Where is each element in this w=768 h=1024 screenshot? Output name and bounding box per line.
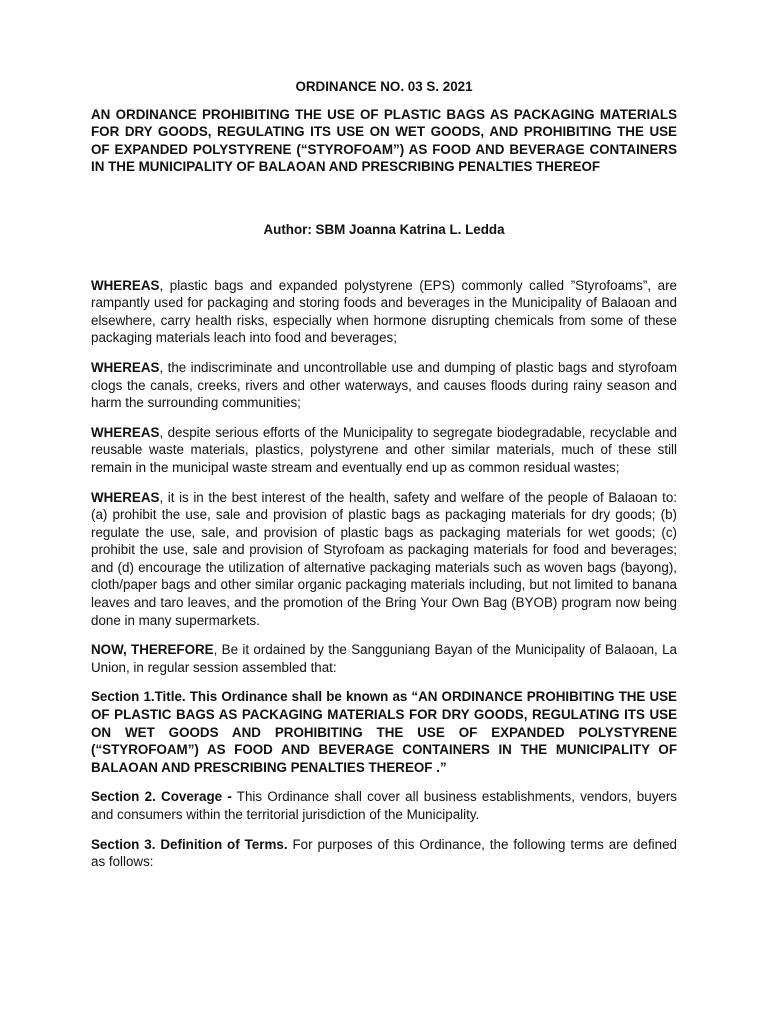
whereas-clause-1 — [91, 277, 677, 347]
author-line: Author: SBM Joanna Katrina L. Ledda — [263, 221, 505, 237]
section-1-title — [91, 688, 677, 776]
whereas-clause-4 — [91, 489, 677, 630]
whereas-lead: WHEREAS — [91, 489, 160, 505]
whereas-clause-3 — [91, 424, 677, 477]
section-text: For purposes of this Ordinance, the following terms are defined as follows: — [91, 836, 677, 870]
section-text: This Ordinance shall cover all business establishments, vendors, buyers and consumers within the territorial jurisdiction of the Municipality. — [91, 789, 677, 822]
section-heading: Section 1.Title. This Ordinance shall be known as “AN ORDINANCE PROHIBITING THE USE OF PLASTIC BAGS AS PACKAGING MATERIALS FOR DRY GOODS, REGULATING ITS USE ON WET GOODS AND PROHIBITING THE USE OF EXPANDED POLYSTYRENE (“STYROFOAM”) AS FOOD AND BEVERAGE CONTAINERS IN THE MUNICIPALITY OF BALAOAN AND PRESCRIBING PENALTIES THEREOF .” — [91, 689, 677, 775]
now-therefore-lead: NOW, THEREFORE — [91, 642, 214, 658]
whereas-text: , plastic bags and expanded polystyrene (EPS) commonly called ”Styrofoams”, are rampantly used for packaging and storing foods and beverages in the Municipality of Balaoan and elsewhere, carry health risks, especially when hormone disrupting chemicals from some of these packaging materials leach into food and beverages; — [91, 277, 677, 346]
now-therefore-clause — [91, 641, 677, 676]
section-2-coverage — [91, 788, 677, 823]
document-body — [91, 78, 677, 883]
whereas-text: , despite serious efforts of the Municipality to segregate biodegradable, recyclable and reusable waste materials, plastics, polystyrene and other similar materials, much of these still remain in the municipal waste stream and eventually end up as common residual wastes; — [91, 424, 677, 475]
ordinance-title: AN ORDINANCE PROHIBITING THE USE OF PLASTIC BAGS AS PACKAGING MATERIALS FOR DRY GOODS, REGULATING ITS USE ON WET GOODS, AND PROHIBITING THE USE OF EXPANDED POLYSTYRENE (“STYROFOAM”) AS FOOD AND BEVERAGE CONTAINERS IN THE MUNICIPALITY OF BALAOAN AND PRESCRIBING PENALTIES THEREOF — [91, 106, 677, 175]
whereas-clause-2 — [91, 359, 677, 412]
ordinance-number: ORDINANCE NO. 03 S. 2021 — [295, 79, 473, 94]
section-3-definitions — [91, 836, 677, 871]
whereas-lead: WHEREAS — [91, 424, 160, 440]
section-heading: Section 2. Coverage - — [91, 789, 232, 805]
whereas-text: , it is in the best interest of the health, safety and welfare of the people of Balaoan to: (a) prohibit the use, sale and provision of plastic bags as packaging materials for dry goods; (b) regulate the use, sale, and provision of plastic bags as packaging materials for wet goods; (c) prohibit the use, sale and provision of Styrofoam as packaging materials for food and beverages; and (d) encourage the utilization of alternative packaging materials such as woven bags (bayong), cloth/paper bags and other similar organic packaging materials including, but not limited to banana leaves and taro leaves, and the promotion of the Bring Your Own Bag (BYOB) program now being done in many supermarkets. — [91, 489, 677, 628]
whereas-lead: WHEREAS — [91, 277, 160, 293]
whereas-lead: WHEREAS — [91, 359, 160, 375]
section-heading: Section 3. Definition of Terms. — [91, 836, 288, 852]
whereas-text: , the indiscriminate and uncontrollable use and dumping of plastic bags and styrofoam clogs the canals, creeks, rivers and other waterways, and causes floods during rainy season and harm the surrounding communities; — [91, 359, 677, 411]
now-therefore-text: , Be it ordained by the Sangguniang Bayan of the Municipality of Balaoan, La Union, in regular session assembled that: — [91, 642, 677, 675]
